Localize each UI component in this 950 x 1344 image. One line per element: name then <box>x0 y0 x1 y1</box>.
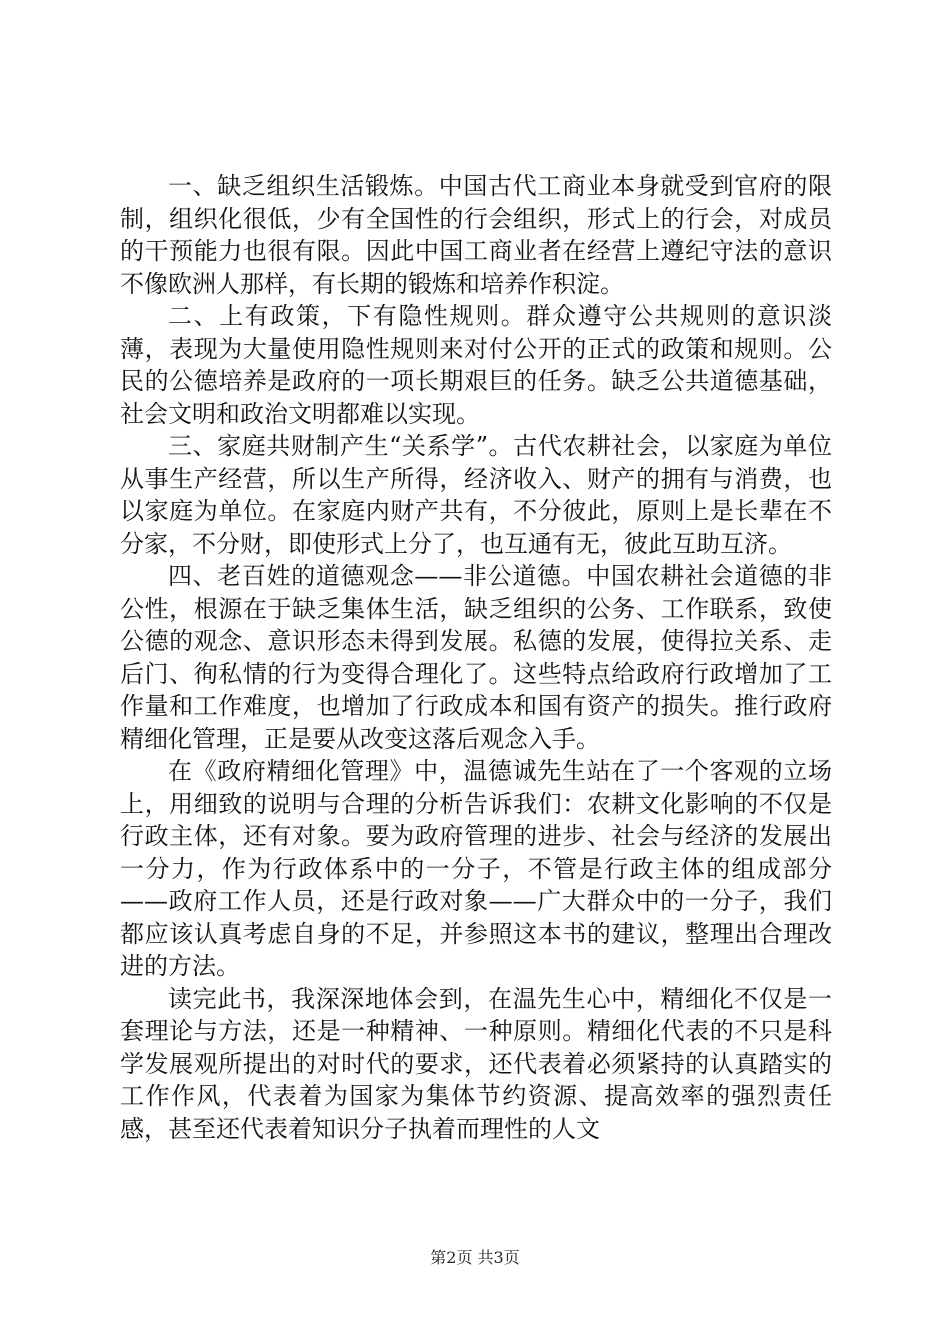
paragraph-4: 四、老百姓的道德观念——非公道德。中国农耕社会道德的非公性，根源在于缺乏集体生活，缺乏组织的公务、工作联系，致使公德的观念、意识形态未得到发展。私德的发展，使得拉关系、走后门、徇私情的行为变得合理化了。这些特点给政府行政增加了工作量和工作难度，也增加了行政成本和国有资产的损失。推行政府精细化管理，正是要从改变这落后观念入手。 <box>120 562 832 753</box>
paragraph-2: 二、上有政策，下有隐性规则。群众遵守公共规则的意识淡薄，表现为大量使用隐性规则来对付公开的正式的政策和规则。公民的公德培养是政府的一项长期艰巨的任务。缺乏公共道德基础，社会文明和政治文明都难以实现。 <box>120 302 832 428</box>
paragraph-3: 三、家庭共财制产生“关系学”。古代农耕社会，以家庭为单位从事生产经营，所以生产所得，经济收入、财产的拥有与消费，也以家庭为单位。在家庭内财产共有，不分彼此，原则上是长辈在不分家，不分财，即使形式上分了，也互通有无，彼此互助互济。 <box>120 432 832 558</box>
document-body <box>120 170 832 1145</box>
paragraph-1: 一、缺乏组织生活锻炼。中国古代工商业本身就受到官府的限制，组织化很低，少有全国性的行会组织，形式上的行会，对成员的干预能力也很有限。因此中国工商业者在经营上遵纪守法的意识不像欧洲人那样，有长期的锻炼和培养作积淀。 <box>120 172 832 298</box>
page-footer: 第2页 共3页 <box>430 1248 520 1267</box>
paragraph-6: 读完此书，我深深地体会到，在温先生心中，精细化不仅是一套理论与方法，还是一种精神、一种原则。精细化代表的不只是科学发展观所提出的对时代的要求，还代表着必须紧持的认真踏实的工作作风，代表着为国家为集体节约资源、提高效率的强烈责任感，甚至还代表着知识分子执着而理性的人文 <box>120 984 832 1143</box>
paragraph-5: 在《政府精细化管理》中，温德诚先生站在了一个客观的立场上，用细致的说明与合理的分析告诉我们：农耕文化影响的不仅是行政主体，还有对象。要为政府管理的进步、社会与经济的发展出一分力，作为行政体系中的一分子，不管是行政主体的组成部分——政府工作人员，还是行政对象——广大群众中的一分子，我们都应该认真考虑自身的不足，并参照这本书的建议，整理出合理改进的方法。 <box>120 757 832 980</box>
